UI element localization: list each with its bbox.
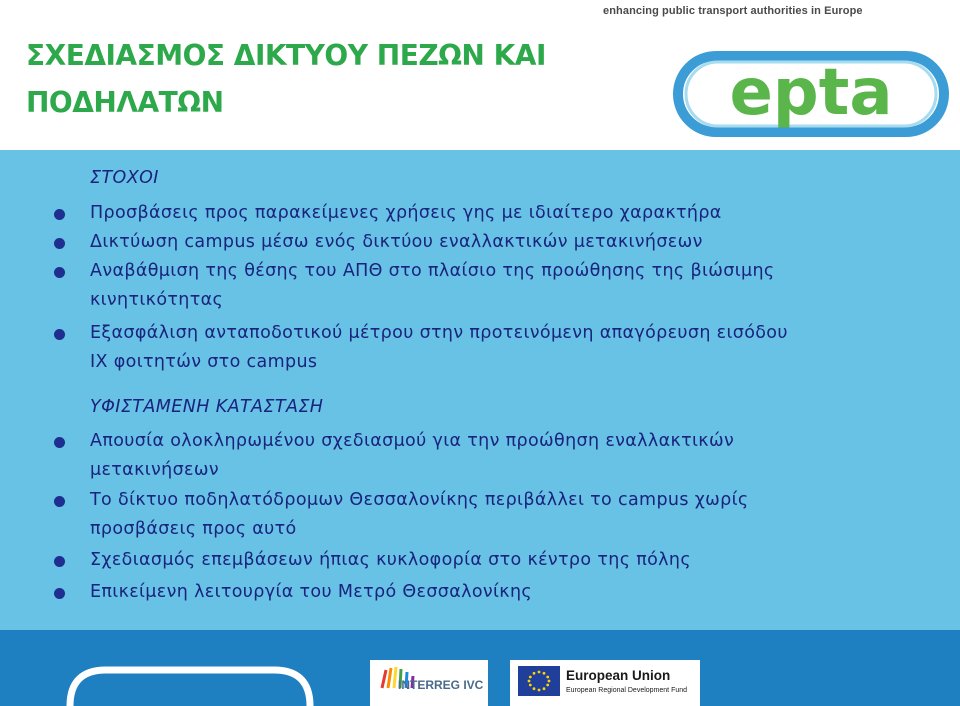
bullet-text <box>90 486 930 544</box>
slide-title <box>26 32 616 126</box>
bullet-text <box>90 319 930 377</box>
bullet-line: μετακινήσεων <box>90 460 219 480</box>
bullet-dot <box>54 329 65 340</box>
bullet-line: Προσβάσεις προς παρακείμενες χρήσεις γης με ιδιαίτερο χαρακτήρα <box>90 203 722 223</box>
bullet-dot <box>54 588 65 599</box>
section-heading-goals: ΣΤΟΧΟΙ <box>90 168 159 188</box>
slide-title-line-1: ΣΧΕΔΙΑΣΜΟΣ ΔΙΚΤΥΟΥ ΠΕΖΩΝ ΚΑΙ <box>26 39 546 72</box>
bullet-dot <box>54 267 65 278</box>
bullet-dot <box>54 209 65 220</box>
footer-decoration <box>60 666 320 706</box>
eu-name: European Union <box>566 668 671 683</box>
bullet-dot <box>54 437 65 448</box>
bullet-text <box>90 199 930 228</box>
bullet-line: Σχεδιασμός επεμβάσεων ήπιας κυκλοφορία στο κέντρο της πόλης <box>90 550 691 570</box>
slide-title-line-2: ΠΟΔΗΛΑΤΩΝ <box>26 86 224 119</box>
content-panel <box>0 150 960 630</box>
interreg-label: INTERREG IVC <box>398 678 484 692</box>
bullet-line: ΙΧ φοιτητών στο campus <box>90 352 318 372</box>
bullet-dot <box>54 238 65 249</box>
eu-logo <box>510 660 700 706</box>
bullet-dot <box>54 496 65 507</box>
bullet-dot <box>54 556 65 567</box>
bullet-line: Αναβάθμιση της θέσης του ΑΠΘ στο πλαίσιο της προώθησης της βιώσιμης <box>90 261 775 281</box>
bullet-text <box>90 578 930 607</box>
section-heading-current-state: ΥΦΙΣΤΑΜΕΝΗ ΚΑΤΑΣΤΑΣΗ <box>90 397 324 417</box>
bullet-text <box>90 546 930 575</box>
epta-logo-text: epta <box>729 56 893 130</box>
header <box>0 0 960 150</box>
interreg-logo <box>370 660 488 706</box>
bullet-text <box>90 427 930 485</box>
epta-tagline: enhancing public transport authorities in Europe <box>603 5 863 17</box>
bullet-text <box>90 257 930 315</box>
bullet-line: Επικείμενη λειτουργία του Μετρό Θεσσαλονίκης <box>90 582 533 602</box>
bullet-line: προσβάσεις προς αυτό <box>90 519 297 539</box>
bullet-line: Το δίκτυο ποδηλατόδρομων Θεσσαλονίκης περιβάλλει το campus χωρίς <box>90 490 749 510</box>
footer <box>0 630 960 706</box>
eu-flag-icon <box>518 666 560 696</box>
epta-logo <box>672 18 950 138</box>
bullet-line: Δικτύωση campus μέσω ενός δικτύου εναλλακτικών μετακινήσεων <box>90 232 703 252</box>
bullet-line: Εξασφάλιση ανταποδοτικού μέτρου στην προτεινόμενη απαγόρευση εισόδου <box>90 323 788 343</box>
bullet-line: Απουσία ολοκληρωμένου σχεδιασμού για την προώθηση εναλλακτικών <box>90 431 735 451</box>
eu-fund-label: European Regional Development Fund <box>566 687 688 694</box>
bullet-line: κινητικότητας <box>90 290 224 310</box>
bullet-text <box>90 228 930 257</box>
